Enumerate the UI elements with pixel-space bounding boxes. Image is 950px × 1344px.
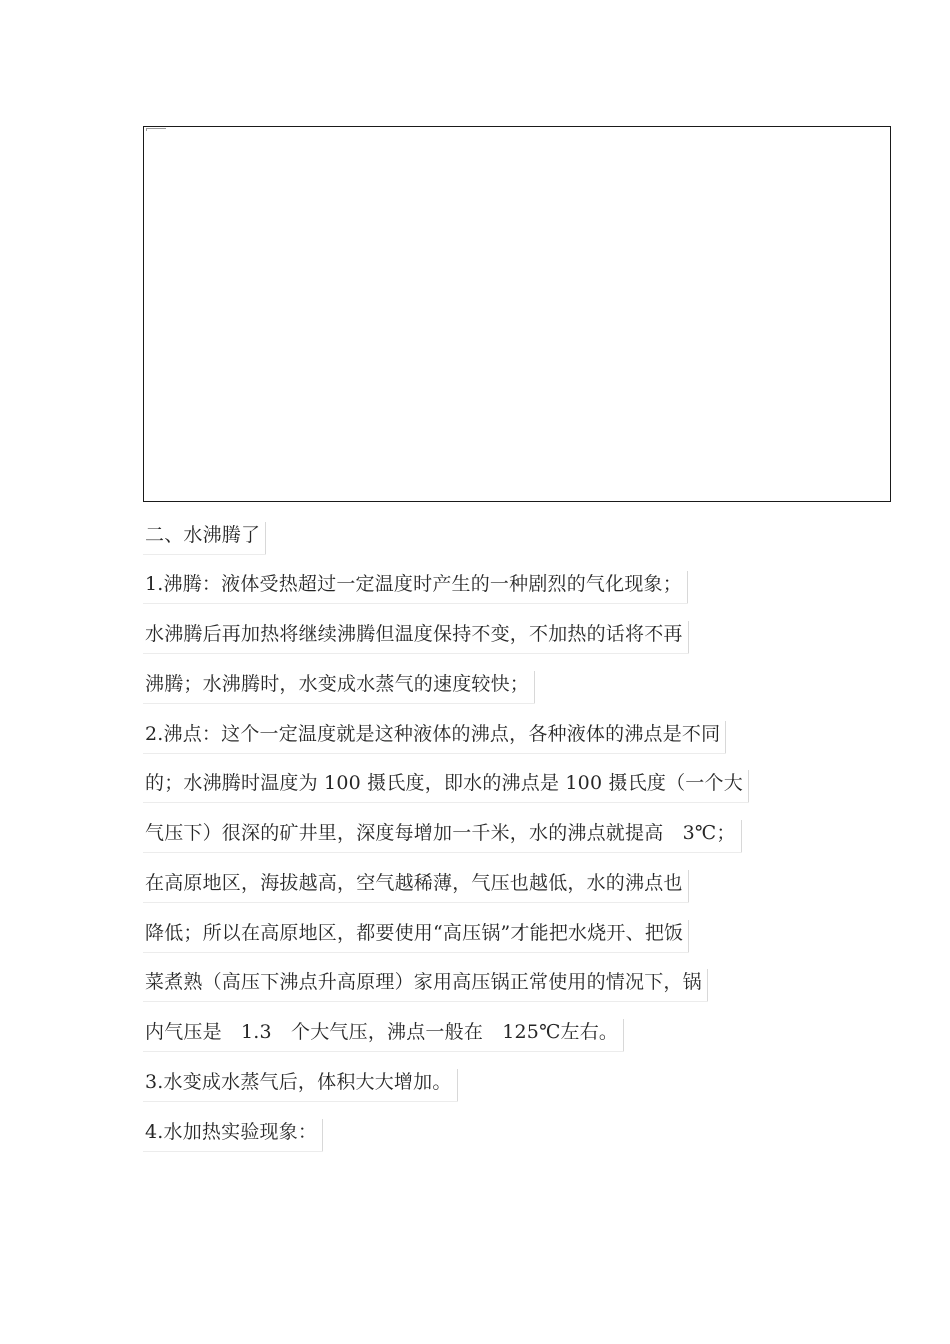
text-line-3: 沸腾；水沸腾时，水变成水蒸气的速度较快； bbox=[145, 669, 533, 703]
text-line-8: 降低；所以在高原地区，都要使用“高压锅”才能把水烧开、把饭 bbox=[145, 918, 687, 952]
text-line-10: 内气压是 1.3 个大气压，沸点一般在 125℃左右。 bbox=[145, 1017, 622, 1051]
text-line-4: 2.沸点：这个一定温度就是这种液体的沸点，各种液体的沸点是不同 bbox=[145, 719, 724, 753]
text-line-12: 4.水加热实验现象： bbox=[145, 1117, 321, 1151]
text-line-11: 3.水变成水蒸气后，体积大大增加。 bbox=[145, 1067, 456, 1101]
text-line-7: 在高原地区，海拔越高，空气越稀薄，气压也越低，水的沸点也 bbox=[145, 868, 687, 902]
text-line-2: 水沸腾后再加热将继续沸腾但温度保持不变，不加热的话将不再 bbox=[145, 619, 687, 653]
section-heading: 二、水沸腾了 bbox=[145, 520, 264, 554]
figure-placeholder-frame bbox=[143, 126, 891, 502]
text-line-5: 的；水沸腾时温度为 100 摄氏度，即水的沸点是 100 摄氏度（一个大 bbox=[145, 768, 747, 802]
text-line-9: 菜煮熟（高压下沸点升高原理）家用高压锅正常使用的情况下，锅 bbox=[145, 967, 706, 1001]
figure-corner-mark bbox=[146, 128, 166, 131]
text-line-1: 1.沸腾：液体受热超过一定温度时产生的一种剧烈的气化现象； bbox=[145, 569, 686, 603]
text-line-6: 气压下）很深的矿井里，深度每增加一千米，水的沸点就提高 3℃； bbox=[145, 818, 740, 852]
